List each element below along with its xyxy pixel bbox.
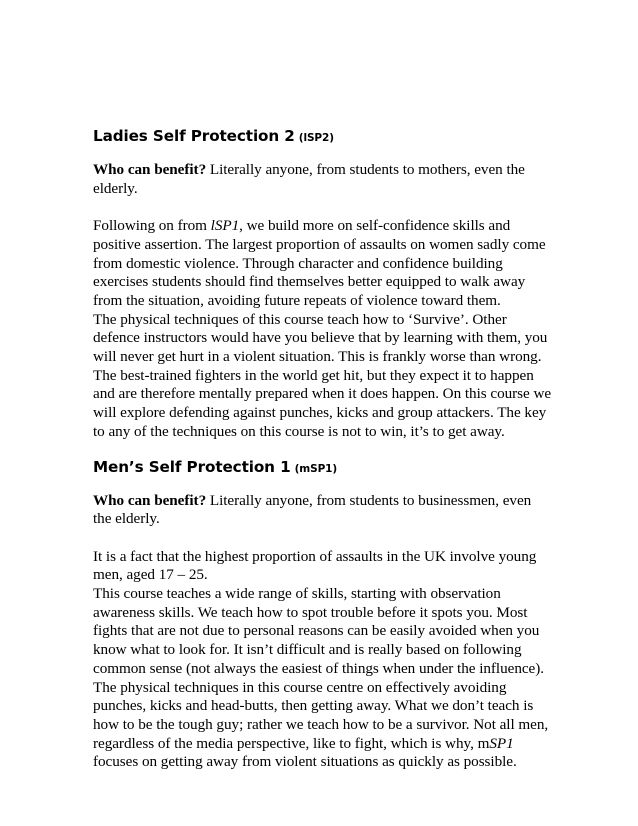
body-paragraph [93,217,553,311]
body-text: focuses on getting away from violent situations as quickly as possible. [93,753,517,771]
document-content [93,126,553,772]
body-paragraph: The physical techniques of this course teach how to ‘Survive’. Other defence instructors would have you believe that by learning with them, you will never get hurt in a violent situation. This is frankly worse than wrong. The best-trained fighters in the world get hit, but they expect it to happen and are therefore mentally prepared when it does happen. On this course we will explore defending against punches, kicks and group attackers. The key to any of the techniques on this course is not to win, it’s to get away. [93,310,552,440]
who-can-benefit-paragraph [93,492,553,529]
course-reference: lSP1 [210,217,240,235]
body-text: This course teaches a wide range of skills, starting with observation awareness skills. We teach how to spot trouble before it spots you. Most fights that are not due to personal reasons can be easily avoided when you know what to look for. It isn’t difficult and is really based on following common sense (not always the easiest of things when under the influence). The physical techniques in this course centre on effectively avoiding punches, kicks and head-butts, then getting away. What we don’t teach is how to be the tough guy; rather we teach how to be a survivor. Not all men, regardless of the media perspective, like to fight, which is why, m [93,585,549,752]
who-can-benefit-text: Literally anyone, from students to businessmen, even the elderly. [93,491,532,528]
section-heading-lsp2 [93,126,553,148]
course-code: (lSP2) [298,132,334,144]
course-reference: SP1 [489,734,514,752]
body-paragraph: It is a fact that the highest proportion of assaults in the UK involve young men, aged 17 – 25. [93,547,537,584]
body-paragraph [93,585,553,772]
body-text: Following on from [93,217,211,235]
body-text: , we build more on self-confidence skills and positive assertion. The largest proportion of assaults on women sadly come from domestic violence. Through character and confidence building exercises students should find themselves better equipped to walk away from the situation, avoiding future repeats of violence toward them. [93,217,546,309]
who-can-benefit-label: Who can benefit? [93,161,207,178]
section-title: Men’s Self Protection 1 [93,457,291,476]
section-heading-msp1 [93,457,553,479]
who-can-benefit-label: Who can benefit? [93,491,207,509]
section-title: Ladies Self Protection 2 [93,127,295,145]
who-can-benefit-text: Literally anyone, from students to mothers, even the elderly. [93,161,525,197]
course-code: (mSP1) [294,462,338,475]
who-can-benefit-paragraph [93,161,553,198]
